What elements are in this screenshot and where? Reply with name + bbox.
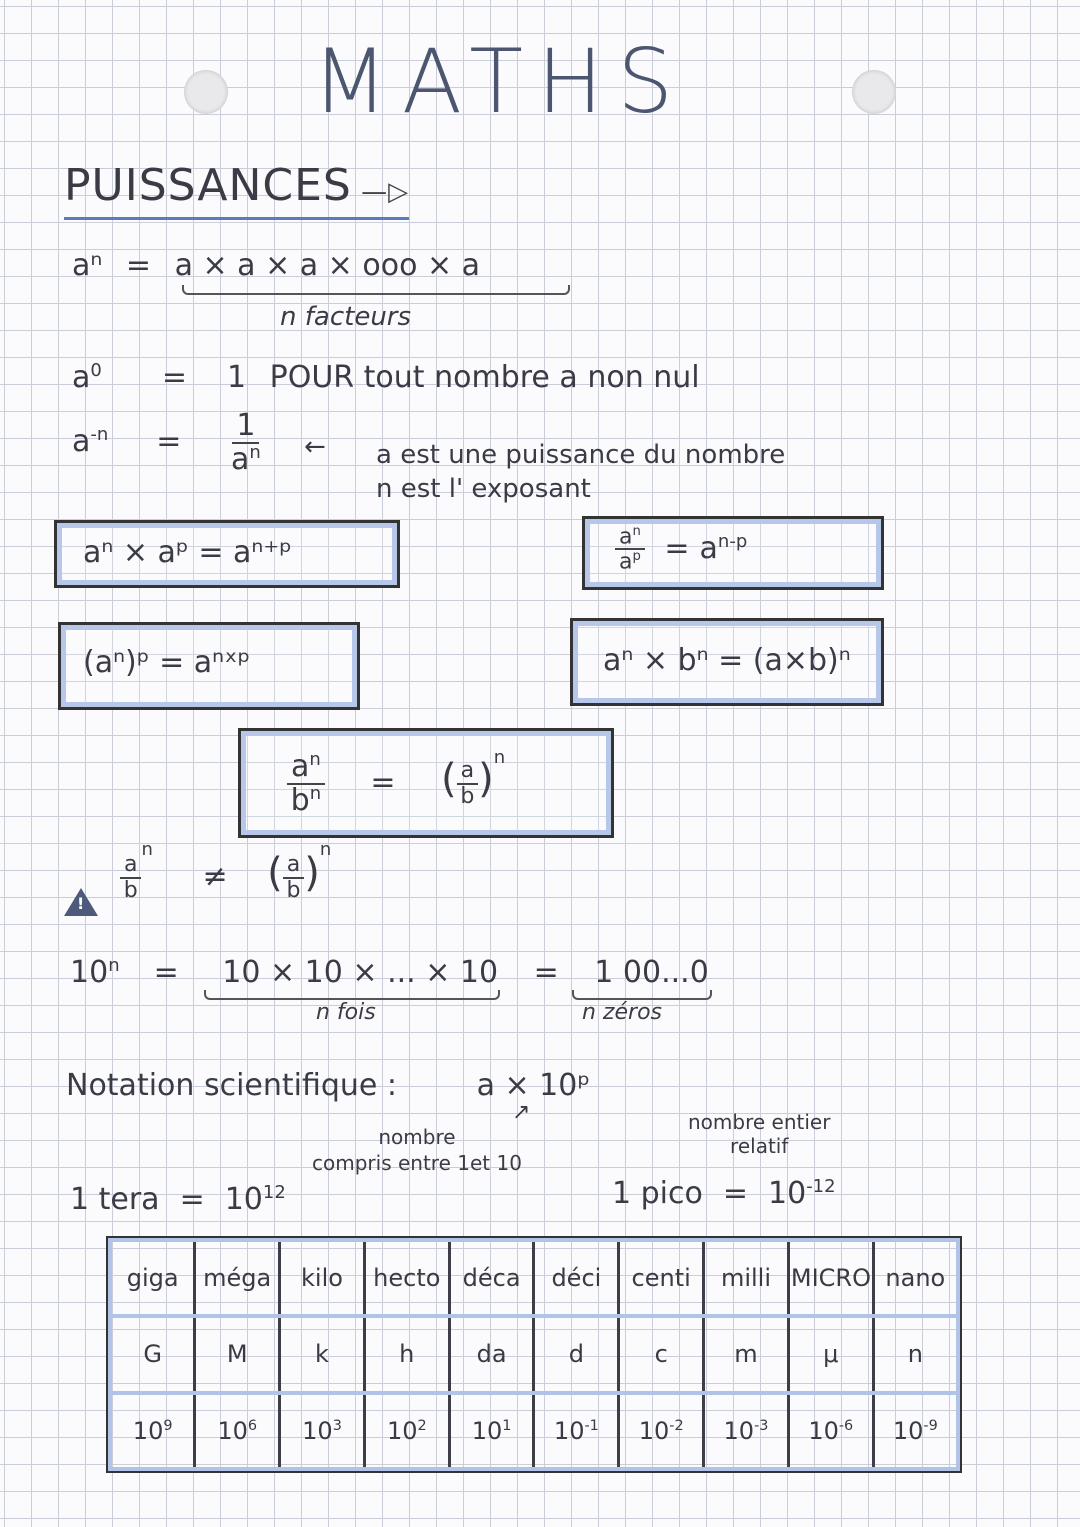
times-note: n fois — [316, 1000, 376, 1025]
scientific-notation: Notation scientifique : a × 10ᵖ — [66, 1068, 591, 1103]
power-definition: aⁿ = a × a × a × ooo × a — [72, 248, 481, 283]
exponent-note: a est une puissance du nombre n est l' exposant — [376, 440, 786, 504]
rule-box-product-power: aⁿ × bⁿ = (a×b)ⁿ — [570, 618, 884, 706]
zero-exponent-rule: $a^0 = 1$ POUR tout nombre a non nul — [72, 360, 700, 395]
definition-note: n facteurs — [280, 302, 412, 332]
up-arrow: ↗ — [512, 1100, 531, 1125]
zeros-note: n zéros — [582, 1000, 662, 1025]
rule-box-quotient: $\frac{a^n}{a^p}$ = $a^{n-p}$ — [582, 516, 884, 590]
power-of-ten-rule: $10^n = 10 \times 10$ × ... × 10 = 1 00...0 — [70, 955, 709, 990]
pico-definition: 1 pico = $10^{-12}$ — [612, 1176, 836, 1211]
exponent-note-relative: nombre entier relatif — [688, 1110, 831, 1158]
underbrace-zeros — [572, 990, 712, 1000]
table-row-powers: $10^9$ $10^6$ $10^3$ $10^2$ $10^1$ $10^{-1}$ $10^{-2}$ $10^{-3}$ $10^{-6}$ $10^{-9}$ — [110, 1393, 958, 1469]
warning-inequality: $\frac{a}{b}$ $^n$ ≠ ( $\frac{a}{b}$ )$^n$ — [120, 850, 331, 902]
section-heading: PUISSANCES —▷ — [64, 160, 409, 220]
definition-rhs: a × a × a × ooo × a — [174, 248, 481, 283]
punch-hole-left — [184, 70, 228, 114]
rule-box-product: aⁿ × aᵖ = aⁿ⁺ᵖ — [54, 520, 400, 588]
table-row-symbols: G M k h da d c m μ n — [110, 1316, 958, 1392]
mantissa-note: nombre compris entre 1et 10 — [312, 1125, 522, 1175]
si-prefix-table — [108, 1238, 960, 1471]
warning-icon: ! — [64, 888, 98, 916]
negative-exponent-rule: $a^{-n}$ = $\frac{1}{a^n}$ — [72, 408, 261, 477]
table-row-prefix-names: giga méga kilo hecto déca déci centi milli MICRO nano — [110, 1240, 958, 1316]
tera-definition: 1 tera = $10^{12}$ — [70, 1182, 286, 1217]
left-arrow: ← — [304, 432, 326, 462]
underbrace-times — [204, 990, 500, 1000]
rule-box-quotient-power: $\frac{a^n}{b^n}$ = ( $\frac{a}{b}$ )$^n$ — [238, 728, 614, 838]
definition-lhs: aⁿ — [72, 248, 103, 283]
page-title: MATHS — [312, 30, 688, 133]
underbrace-factors — [182, 285, 570, 295]
punch-hole-right — [852, 70, 896, 114]
rule-box-power-of-power: (aⁿ)ᵖ = aⁿˣᵖ — [58, 622, 360, 710]
